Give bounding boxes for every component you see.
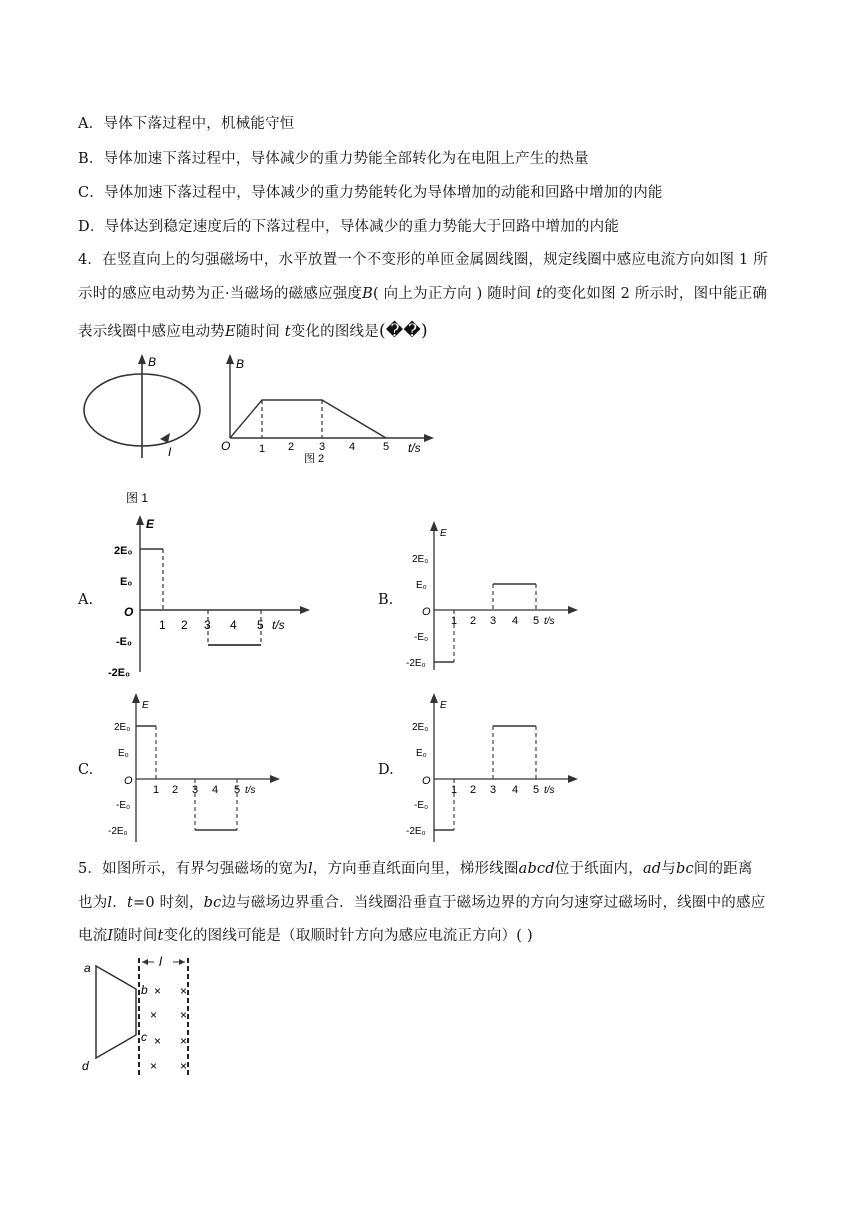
svg-text:d: d (82, 1059, 89, 1073)
svg-text:E₀: E₀ (416, 748, 427, 759)
fig1-caption: 图 1 (126, 491, 149, 505)
svg-text:2E₀: 2E₀ (114, 545, 133, 557)
svg-text:-2E₀: -2E₀ (108, 667, 131, 679)
q5-stem-line3: 电流I随时间t变化的图线可能是（取顺时针方向为感应电流正方向）( ) (78, 928, 533, 944)
svg-text:5: 5 (257, 618, 264, 632)
svg-text:2E₀: 2E₀ (412, 722, 429, 733)
q4-option-a-graph[interactable] (100, 512, 320, 682)
q4-option-b-label[interactable]: B. (378, 592, 394, 608)
svg-text:-2E₀: -2E₀ (406, 658, 426, 669)
fig1-b-label: B (148, 355, 157, 369)
q4-option-c-graph[interactable] (100, 690, 290, 850)
svg-text:E₀: E₀ (416, 580, 427, 591)
svg-text:3: 3 (319, 441, 326, 453)
svg-text:l: l (159, 954, 162, 969)
svg-text:×: × (154, 984, 162, 998)
q4-option-a-label[interactable]: A. (78, 592, 94, 608)
svg-text:2: 2 (470, 784, 477, 796)
svg-text:5: 5 (234, 784, 241, 796)
q3-option-c: C．导体加速下落过程中，导体减少的重力势能转化为导体增加的动能和回路中增加的内能 (78, 185, 663, 201)
svg-text:4: 4 (230, 618, 237, 632)
svg-text:3: 3 (490, 784, 497, 796)
svg-text:-E₀: -E₀ (116, 636, 132, 648)
svg-text:×: × (154, 1034, 162, 1048)
q4-stem-line1: 4．在竖直向上的匀强磁场中，水平放置一个不变形的单匝金属圆线圈，规定线圈中感应电流方向如图 1 所 (78, 252, 768, 268)
q5-stem-line2: 也为l．t=0 时刻，bc边与磁场边界重合．当线圈沿垂直于磁场边界的方向匀速穿过磁场时，线圈中的感应 (78, 895, 766, 911)
svg-text:t/s: t/s (544, 616, 555, 627)
svg-text:2: 2 (470, 615, 477, 627)
svg-text:O: O (124, 775, 133, 787)
svg-text:×: × (180, 984, 188, 998)
svg-text:2: 2 (181, 618, 188, 632)
svg-text:3: 3 (490, 615, 497, 627)
fig1-i-label: I (168, 445, 172, 459)
svg-text:O: O (422, 606, 431, 618)
svg-text:×: × (150, 1008, 158, 1022)
svg-text:O: O (124, 605, 134, 619)
svg-text:a: a (84, 961, 91, 975)
svg-text:3: 3 (204, 618, 211, 632)
svg-text:E₀: E₀ (120, 576, 133, 588)
svg-text:E: E (146, 517, 155, 531)
svg-text:3: 3 (192, 784, 199, 796)
figure-2-bt-graph (218, 352, 438, 465)
q5-figure-trapezoid-coil (78, 952, 208, 1084)
svg-text:2: 2 (172, 784, 179, 796)
svg-text:4: 4 (349, 441, 356, 453)
q4-option-d-label[interactable]: D. (378, 762, 394, 778)
svg-text:-E₀: -E₀ (116, 800, 131, 811)
svg-text:-E₀: -E₀ (414, 800, 429, 811)
svg-text:2: 2 (288, 441, 295, 453)
svg-text:-2E₀: -2E₀ (406, 826, 426, 837)
svg-text:E: E (440, 528, 447, 539)
svg-text:×: × (180, 1059, 188, 1073)
q4-option-b-graph[interactable] (398, 518, 588, 678)
svg-text:1: 1 (159, 618, 166, 632)
svg-text:×: × (180, 1034, 188, 1048)
svg-text:1: 1 (153, 784, 160, 796)
svg-text:5: 5 (533, 615, 540, 627)
svg-text:2E₀: 2E₀ (114, 722, 131, 733)
svg-text:-2E₀: -2E₀ (108, 826, 128, 837)
q4-option-c-label[interactable]: C. (78, 762, 94, 778)
svg-text:E₀: E₀ (118, 748, 129, 759)
svg-text:4: 4 (512, 615, 519, 627)
svg-text:-E₀: -E₀ (414, 632, 429, 643)
svg-text:O: O (221, 439, 231, 453)
svg-text:t/s: t/s (272, 618, 285, 632)
svg-text:4: 4 (212, 784, 219, 796)
svg-text:O: O (422, 775, 431, 787)
q5-stem-line1: 5．如图所示，有界匀强磁场的宽为l，方向垂直纸面向里，梯形线圈abcd位于纸面内，ad与bc间的距离 (78, 861, 753, 877)
figure-1-coil (70, 350, 220, 510)
svg-text:t/s: t/s (408, 441, 421, 455)
svg-text:2E₀: 2E₀ (412, 554, 429, 565)
svg-text:t/s: t/s (544, 785, 555, 796)
svg-text:B: B (236, 357, 245, 371)
q3-option-a: A．导体下落过程中，机械能守恒 (78, 116, 295, 132)
svg-text:1: 1 (259, 443, 266, 455)
q3-option-d: D．导体达到稳定速度后的下落过程中，导体减少的重力势能大于回路中增加的内能 (78, 219, 620, 235)
svg-text:1: 1 (451, 615, 458, 627)
svg-text:图 2: 图 2 (304, 453, 325, 465)
q4-stem-line2: 示时的感应电动势为正·当磁场的磁感应强度B( 向上为正方向 ) 随时间 t的变化如图 2 所示时，图中能正确 (78, 286, 768, 302)
svg-text:5: 5 (383, 441, 390, 453)
svg-text:1: 1 (451, 784, 458, 796)
svg-text:×: × (150, 1059, 158, 1073)
svg-text:b: b (141, 983, 148, 997)
q4-option-d-graph[interactable] (398, 690, 588, 850)
svg-text:E: E (142, 700, 149, 711)
svg-text:t/s: t/s (245, 785, 256, 796)
svg-text:4: 4 (512, 784, 519, 796)
svg-text:c: c (141, 1030, 147, 1044)
svg-text:E: E (440, 700, 447, 711)
q3-option-b: B．导体加速下落过程中，导体减少的重力势能全部转化为在电阻上产生的热量 (78, 151, 589, 167)
svg-text:5: 5 (533, 784, 540, 796)
q4-stem-line3: 表示线圈中感应电动势E随时间 t变化的图线是(��) (78, 321, 428, 341)
svg-text:×: × (180, 1008, 188, 1022)
